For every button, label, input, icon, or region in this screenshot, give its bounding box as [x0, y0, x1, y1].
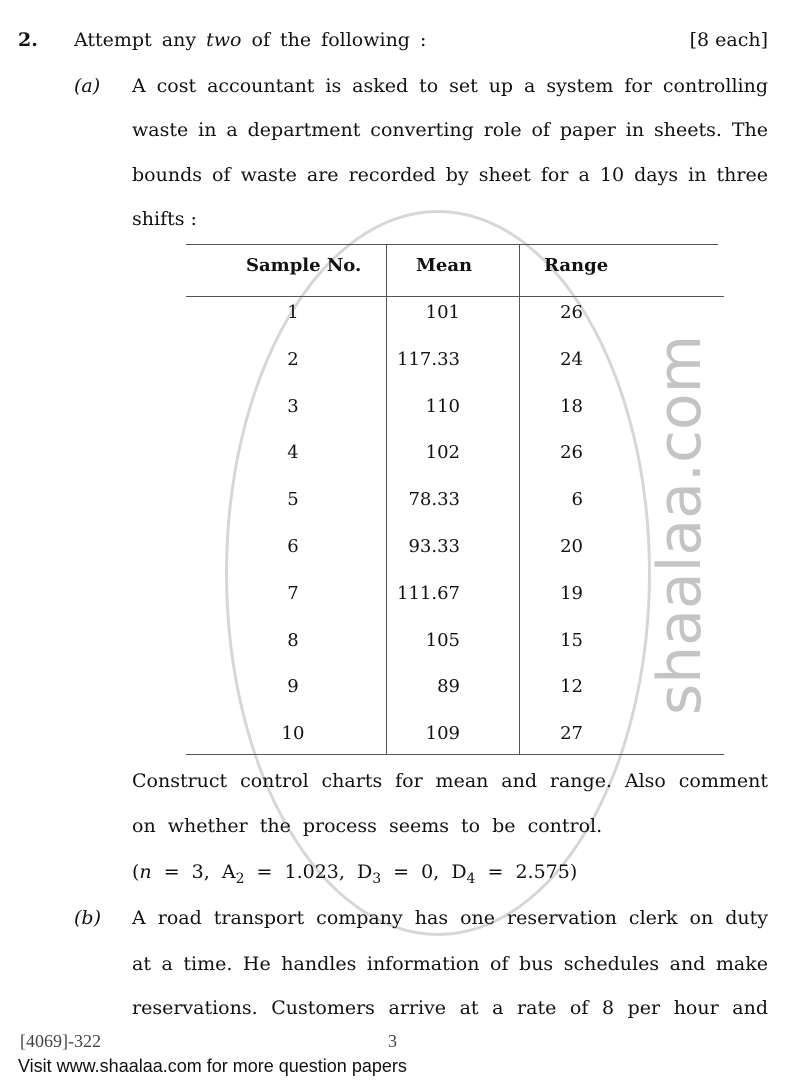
- part-a-line: A cost accountant is asked to set up a system for controlling: [132, 75, 768, 97]
- cell-sample-no: 2: [287, 348, 299, 370]
- formula-part: A: [221, 861, 236, 883]
- formula-part: = 0,: [381, 861, 452, 883]
- part-b-label: (b): [74, 907, 101, 929]
- question-number: 2.: [18, 29, 38, 51]
- cell-sample-no: 8: [287, 629, 299, 651]
- table-top-rule: [186, 244, 718, 245]
- formula-subscript: 2: [235, 871, 245, 887]
- cell-sample-no: 6: [287, 536, 299, 557]
- instruction-text: Attempt any: [74, 29, 197, 51]
- marks: [8 each]: [689, 29, 768, 51]
- cell-range: 24: [560, 348, 583, 370]
- part-a-line: shifts :: [132, 208, 197, 230]
- formula-part: = 2.575): [475, 861, 578, 883]
- page-number: 3: [388, 1031, 397, 1051]
- cell-sample-no: 4: [287, 442, 299, 464]
- cell-mean: 110: [425, 395, 460, 417]
- table-bottom-rule: [186, 754, 724, 755]
- cell-mean: 109: [425, 723, 460, 745]
- table-header-sample: Sample No.: [246, 255, 362, 276]
- table-header-mean: Mean: [416, 255, 473, 276]
- cell-range: 15: [560, 629, 583, 651]
- cell-mean: 101: [425, 302, 460, 323]
- formula-subscript: 4: [466, 871, 476, 887]
- cell-range: 6: [571, 489, 583, 511]
- formula-subscript: 3: [372, 871, 382, 887]
- part-b-line: reservations. Customers arrive at a rate of 8 per hour and: [132, 997, 768, 1019]
- cell-sample-no: 10: [281, 723, 305, 745]
- formula-part: (: [132, 861, 140, 883]
- part-a-line: on whether the process seems to be control.: [132, 815, 603, 837]
- given-constants: [132, 860, 577, 891]
- part-b-line: A road transport company has one reservation clerk on duty: [132, 907, 768, 929]
- cell-mean: 111.67: [397, 582, 460, 604]
- cell-mean: 78.33: [408, 489, 460, 511]
- cell-range: 20: [560, 536, 583, 557]
- cell-sample-no: 7: [287, 582, 299, 604]
- cell-range: 18: [560, 395, 583, 417]
- formula-part: D: [356, 861, 373, 883]
- formula-part: n: [139, 861, 152, 883]
- part-a-line: Construct control charts for mean and range. Also comment: [132, 770, 768, 792]
- cell-mean: 102: [425, 442, 460, 464]
- watermark-text: shaalaa.com: [645, 334, 715, 716]
- formula-part: = 3,: [151, 861, 222, 883]
- formula-part: D: [451, 861, 467, 883]
- part-a-line: bounds of waste are recorded by sheet for a 10 days in three: [132, 164, 768, 186]
- cell-range: 26: [560, 442, 583, 464]
- part-a-label: (a): [74, 75, 101, 97]
- cell-mean: 93.33: [408, 536, 460, 557]
- cell-mean: 117.33: [397, 348, 460, 370]
- cell-sample-no: 3: [287, 395, 299, 417]
- cell-sample-no: 9: [287, 676, 299, 698]
- cell-range: 12: [560, 676, 583, 698]
- part-b-line: at a time. He handles information of bus schedules and make: [132, 953, 768, 975]
- table-header-range: Range: [544, 255, 609, 276]
- table-header-rule: [186, 296, 724, 297]
- cell-sample-no: 5: [287, 489, 299, 511]
- part-a-line: waste in a department converting role of paper in sheets. The: [132, 119, 768, 141]
- cell-mean: 89: [437, 676, 460, 698]
- question-instruction: [74, 28, 426, 52]
- cell-range: 27: [560, 723, 583, 745]
- cell-range: 26: [560, 302, 583, 323]
- instruction-emphasis: two: [206, 29, 242, 51]
- cell-mean: 105: [425, 629, 460, 651]
- cell-sample-no: 1: [287, 302, 299, 323]
- paper-code: [4069]-322: [20, 1031, 101, 1051]
- instruction-text: of the following :: [251, 29, 427, 51]
- visit-shaalaa-link[interactable]: Visit www.shaalaa.com for more question papers: [18, 1056, 407, 1076]
- cell-range: 19: [560, 582, 583, 604]
- formula-part: = 1.023,: [244, 861, 357, 883]
